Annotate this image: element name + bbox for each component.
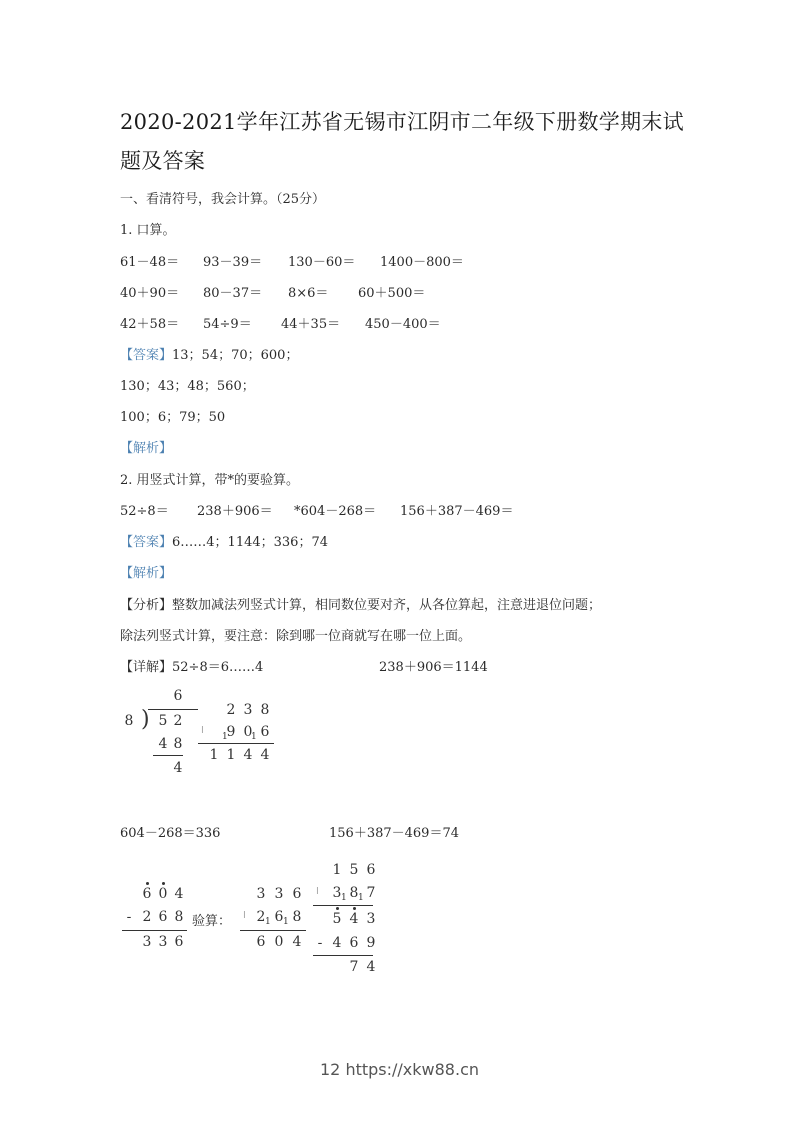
result-digit: 4 — [243, 747, 253, 763]
q2-fenxi — [120, 594, 601, 613]
sum-bar — [313, 905, 373, 906]
addition-figure — [198, 700, 278, 770]
div-bar — [153, 755, 183, 756]
result-digit: 1 — [209, 747, 219, 763]
mixed-operation-figure — [313, 862, 383, 982]
carry-digit: 1 — [283, 917, 289, 927]
plus-sign: ǀ — [201, 726, 204, 736]
q2-problem: 52÷8＝ — [120, 504, 169, 519]
carry-digit: 1 — [358, 893, 364, 903]
add-digit: 8 — [260, 702, 270, 718]
sub-digit: 0 — [158, 886, 168, 902]
q1-problem: 130－60＝ — [288, 255, 356, 270]
fenxi-text: 整数加减法列竖式计算，相同数位要对齐，从各位算起，注意进退位问题； — [172, 598, 602, 613]
q2-analysis-tag: 【解析】 — [120, 566, 173, 581]
answer-tag: 【答案】 — [120, 348, 173, 363]
q2-problem: 156＋387－469＝ — [400, 504, 514, 519]
result-digit: 0 — [274, 934, 284, 950]
add-digit: 3 — [274, 886, 284, 902]
div-digit: 2 — [173, 713, 183, 729]
borrow-dot — [146, 882, 149, 885]
q1-problem: 40＋90＝ — [120, 286, 180, 301]
sum-bar — [240, 930, 306, 931]
borrow-dot — [162, 882, 165, 885]
answer-tag: 【答案】 — [120, 535, 173, 550]
div-digit: 5 — [158, 713, 168, 729]
result-digit: 1 — [226, 747, 236, 763]
div-digit: 8 — [173, 736, 183, 752]
div-bar — [148, 709, 198, 710]
check-label: 验算： — [192, 914, 232, 929]
section-heading: 一、看清符号，我会计算。（25分） — [120, 192, 326, 207]
q2-xiangjie — [120, 656, 263, 675]
mix-digit: 5 — [349, 862, 359, 878]
sub-digit: 4 — [174, 886, 184, 902]
q1-answer-line2: 130；43；48；560； — [120, 379, 255, 394]
xiangjie-eq1: 52÷8＝6……4 — [172, 660, 264, 675]
add-digit: 8 — [292, 909, 302, 925]
sub-digit: 6 — [158, 909, 168, 925]
q2-problem: 238＋906＝ — [197, 504, 273, 519]
q1-problem: 93－39＝ — [203, 255, 263, 270]
diff-bar — [122, 930, 187, 931]
carry-digit: 1 — [251, 732, 257, 742]
mix-digit: 1 — [332, 862, 342, 878]
plus-sign: ǀ — [316, 887, 319, 897]
div-remainder: 4 — [173, 760, 183, 776]
add-digit: 3 — [256, 886, 266, 902]
sub-digit: 2 — [142, 909, 152, 925]
result-digit: 6 — [256, 934, 266, 950]
div-divisor: 8 — [124, 713, 134, 729]
q1-problem: 61－48＝ — [120, 255, 180, 270]
add-digit: 6 — [260, 724, 270, 740]
document-title-line2: 题及答案 — [120, 149, 206, 173]
xiangjie-eq2: 238＋906＝1144 — [379, 660, 488, 675]
div-bracket: ) — [141, 707, 150, 732]
result-digit: 3 — [142, 934, 152, 950]
carry-digit: 1 — [265, 917, 271, 927]
check-addition-figure — [240, 886, 310, 956]
q1-answer-line3: 100；6；79；50 — [120, 410, 226, 425]
carry-digit: 1 — [222, 732, 228, 742]
add-digit: 3 — [243, 702, 253, 718]
question-2-label: 2. 用竖式计算，带*的要验算。 — [120, 473, 300, 488]
mix-digit: 4 — [349, 911, 359, 927]
borrow-dot — [336, 907, 339, 910]
mix-digit: 8 — [349, 885, 359, 901]
add-digit: 2 — [256, 909, 266, 925]
subtraction-figure — [122, 880, 192, 955]
answer-text: 13；54；70；600； — [172, 348, 299, 363]
minus-sign: - — [126, 909, 132, 925]
plus-sign: ǀ — [243, 911, 246, 921]
q2-answer — [120, 531, 328, 550]
result-digit: 6 — [174, 934, 184, 950]
page-footer: 12 https://xkw88.cn — [320, 1060, 479, 1079]
q1-analysis-tag: 【解析】 — [120, 441, 173, 456]
mix-digit: 3 — [366, 911, 376, 927]
result-digit: 4 — [260, 747, 270, 763]
q1-problem: 44＋35＝ — [281, 317, 341, 332]
q2-problem: *604－268＝ — [294, 504, 377, 519]
mix-digit: 5 — [332, 911, 342, 927]
question-1-label: 1. 口算。 — [120, 223, 176, 238]
sub-digit: 8 — [174, 909, 184, 925]
mix-digit: 6 — [366, 862, 376, 878]
result-digit: 4 — [292, 934, 302, 950]
q1-problem: 8×6＝ — [288, 286, 329, 301]
borrow-dot — [353, 907, 356, 910]
q2-fenxi-line2: 除法列竖式计算，要注意：除到哪一位商就写在哪一位上面。 — [120, 629, 472, 644]
diff-bar — [313, 955, 373, 956]
add-digit: 0 — [243, 724, 253, 740]
xiangjie-tag: 【详解】 — [120, 660, 173, 675]
document-title-line1: 2020-2021学年江苏省无锡市江阴市二年级下册数学期末试 — [120, 110, 684, 134]
answer-text: 6……4；1144；336；74 — [172, 535, 328, 550]
mix-digit: 7 — [366, 885, 376, 901]
carry-digit: 1 — [341, 893, 347, 903]
add-digit: 6 — [292, 886, 302, 902]
q1-problem: 80－37＝ — [203, 286, 263, 301]
sum-bar — [198, 743, 274, 744]
q1-answer — [120, 344, 298, 363]
mix-digit: 6 — [349, 935, 359, 951]
mix-digit: 4 — [332, 935, 342, 951]
div-quotient: 6 — [173, 688, 183, 704]
mix-digit: 3 — [332, 885, 342, 901]
result-digit: 7 — [349, 959, 359, 975]
add-digit: 9 — [226, 724, 236, 740]
long-division-figure — [115, 688, 205, 783]
result-digit: 3 — [158, 934, 168, 950]
add-digit: 6 — [274, 909, 284, 925]
q1-problem: 450－400＝ — [365, 317, 441, 332]
minus-sign: - — [317, 935, 323, 951]
sub-digit: 6 — [142, 886, 152, 902]
q1-problem: 60＋500＝ — [358, 286, 426, 301]
result-digit: 4 — [366, 959, 376, 975]
eq4: 156＋387－469＝74 — [329, 826, 459, 841]
q1-problem: 1400－800＝ — [380, 255, 464, 270]
q1-problem: 54÷9＝ — [203, 317, 252, 332]
add-digit: 2 — [226, 702, 236, 718]
fenxi-tag: 【分析】 — [120, 598, 173, 613]
div-digit: 4 — [158, 736, 168, 752]
q1-problem: 42＋58＝ — [120, 317, 180, 332]
eq3: 604－268＝336 — [120, 826, 221, 841]
mix-digit: 9 — [366, 935, 376, 951]
